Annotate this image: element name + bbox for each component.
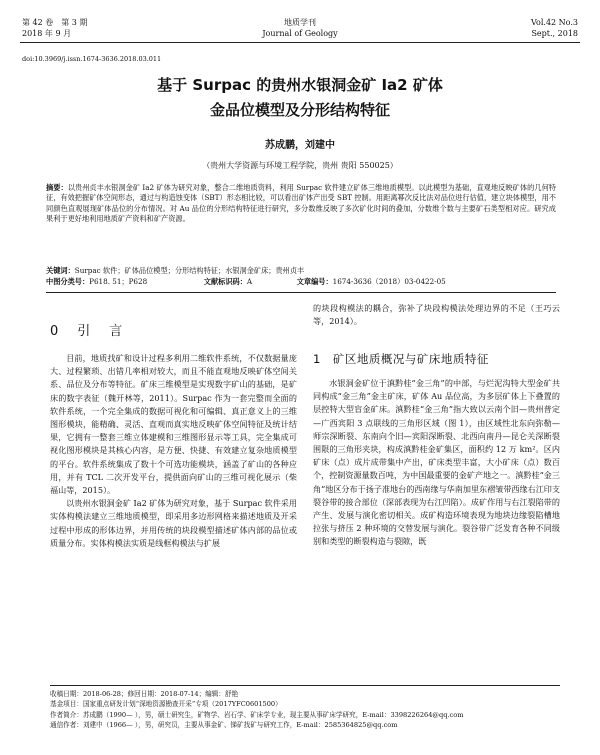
section-0-heading: 0 引 言 — [50, 324, 126, 339]
footnote-funding: 基金项目：国家重点研发计划“深地资源勘查开采”专项（2017YFC0601500） — [50, 700, 282, 709]
right-column-top — [313, 302, 560, 328]
journal-title-cn: 地质学刊 — [284, 18, 316, 27]
right-paragraph-0: 的块段构模法的耦合，弥补了块段构模法处理边界的不足（王巧云等，2014）。 — [313, 303, 560, 327]
footnote-received: 收稿日期：2018-06-28；修回日期：2018-07-14；编辑：舒艳 — [50, 690, 239, 698]
right-paragraph-1: 水银洞金矿位于滇黔桂“金三角”的中部，与烂泥沟特大型金矿共同构成“金三角”金主矿床，矿体 Au 品位高，为多层矿体上下叠置的层控特大型盲金矿床。滇黔桂“金三角”指大致以云南个旧—贵州普定—广西宾阳 3 点联线的三角形区域（图 1），由区域性北东向弥勒—师宗深断裂、东南向个旧—宾阳深断裂、北西向南丹—昆仑关深断裂围限的三角形夹块，构成滇黔桂金矿集区，面积约 12 万 km²。区内矿床（点）成片成带集中产出，矿床类型丰富，大小矿床（点）数百个，控制资源量数百吨，为中国最重要的金矿产地之一。滇黔桂“金三角”地区分布于扬子准地台的西南缘与华南加里东褶皱带西缘右江印支裂谷带的接合部位（深部表现为右江凹陷）。成矿作用与右江裂陷带的产生、发展与演化密切相关。成矿构造环境表现为地块边缘裂陷槽地拉张与挤压 2 种环境的交替发展与演化。裂谷带广泛发育各种不同级别和类型的断裂构造与裂隙，既 — [313, 378, 560, 547]
doc-code-label: 文献标识码： — [203, 277, 247, 286]
clc-label: 中图分类号： — [46, 277, 90, 286]
volume-issue-cn: 第 42 卷 第 3 期 — [22, 18, 88, 27]
abstract-text: 以贵州贞丰水银洞金矿 Ia2 矿体为研究对象，整合二维地质资料，利用 Surpac 软件建立矿体三维地质模型。以此模型为基础，直观地反映矿体的几何特征，有效把握矿体空间形态，通过与构造蚀变体（SBT）形态相比较，可以看出矿体产出受 SBT 控制。用距离幂次反比法对品位进行估值，建立块体模型，用不同颜色直观展现矿体品位的分布情况。对 Au 品位的分形结构特征进行研究，多分数维反映了多次矿化时间的叠加，分数维个数与主要矿石类型相对应。研究成果利于更好地利用地质矿产资料和矿产资源。 — [46, 183, 556, 224]
footnote-corresponding: 通信作者：刘建中（1966— ），男，研究员，主要从事金矿、锑矿找矿与研究工作，E-mail：2585364825@qq.com — [50, 721, 398, 730]
volume-issue-en: Vol.42 No.3 — [531, 18, 578, 27]
abstract — [46, 183, 556, 225]
left-paragraph-2: 以贵州水银洞金矿 Ia2 矿体为研究对象，基于 Surpac 软件采用实体构模法建立三维地质模型，即采用多边形网格来描述地质及开采过程中形成的形体边界，并用传统的块段模型描述矿体内部的品位或质量分布。实体构模法实质是线框构模法与扩展 — [50, 498, 297, 548]
clc-value: P618. 51；P628 — [89, 277, 148, 286]
footnote-rule — [50, 685, 560, 686]
affiliation: （贵州大学资源与环境工程学院，贵州 贵阳 550025） — [202, 161, 398, 170]
date-en: Sept., 2018 — [531, 29, 578, 38]
right-column — [313, 377, 560, 549]
article-no-value: 1674-3636（2018）03-0422-05 — [332, 277, 446, 286]
title-line-2: 金品位模型及分形结构特征 — [209, 101, 390, 119]
left-paragraph-1: 目前，地质找矿和设计过程多利用二维软件系统，不仅数据量庞大、过程繁琐、出错几率相对较大，而且不能直观地反映矿体空间关系、品位及分布等特征。矿床三维模型是实现数字矿山的基础，是矿床的数字表征（魏开林等，2011）。Surpac 作为一套完整而全面的软件系统，一个完全集成的数据可视化和可编辑、真正意义上的三维图形模块，能精确、灵活、直观而真实地反映矿体空间特征及统计结果，它拥有一整套三维立体建模和三维图形显示等工具，完全集成可视化图形模块是其核心内容，是方便、快捷、有效建立复杂地质模型的平台。软件系统集成了数十个可选功能模块，涵盖了矿山的各种应用，并有 TCL 二次开发平台，提供面向矿山的三维可视化展示（柴福山等，2015）。 — [50, 353, 297, 496]
footnote-author: 作者简介：苏成鹏（1990— ），男，硕士研究生，矿物学、岩石学、矿床学专业，现主要从事矿床学研究，E-mail：3398226264@qq.com — [50, 710, 464, 719]
journal-title-en: Journal of Geology — [262, 29, 338, 38]
section-1-heading: 1 矿区地质概况与矿床地质特征 — [313, 352, 489, 366]
header-rule — [20, 42, 580, 43]
article-no-label: 文章编号： — [296, 277, 333, 286]
keywords-text: Surpac 软件；矿体品位模型；分形结构特征；水银洞金矿床；贵州贞丰 — [74, 266, 305, 275]
keywords — [46, 266, 556, 276]
date-cn: 2018 年 9 月 — [22, 29, 72, 38]
footnotes — [50, 689, 570, 731]
classification-row — [46, 277, 556, 287]
doi: doi:10.3969/j.issn.1674-3636.2018.03.011 — [22, 55, 162, 63]
doc-code-value: A — [246, 277, 253, 286]
abstract-rule — [46, 292, 556, 293]
authors: 苏成鹏，刘建中 — [265, 140, 335, 151]
keywords-label: 关键词： — [46, 266, 75, 275]
title-line-1: 基于 Surpac 的贵州水银洞金矿 Ia2 矿体 — [157, 76, 443, 94]
left-column — [50, 352, 297, 550]
abstract-label: 摘要： — [46, 183, 68, 192]
